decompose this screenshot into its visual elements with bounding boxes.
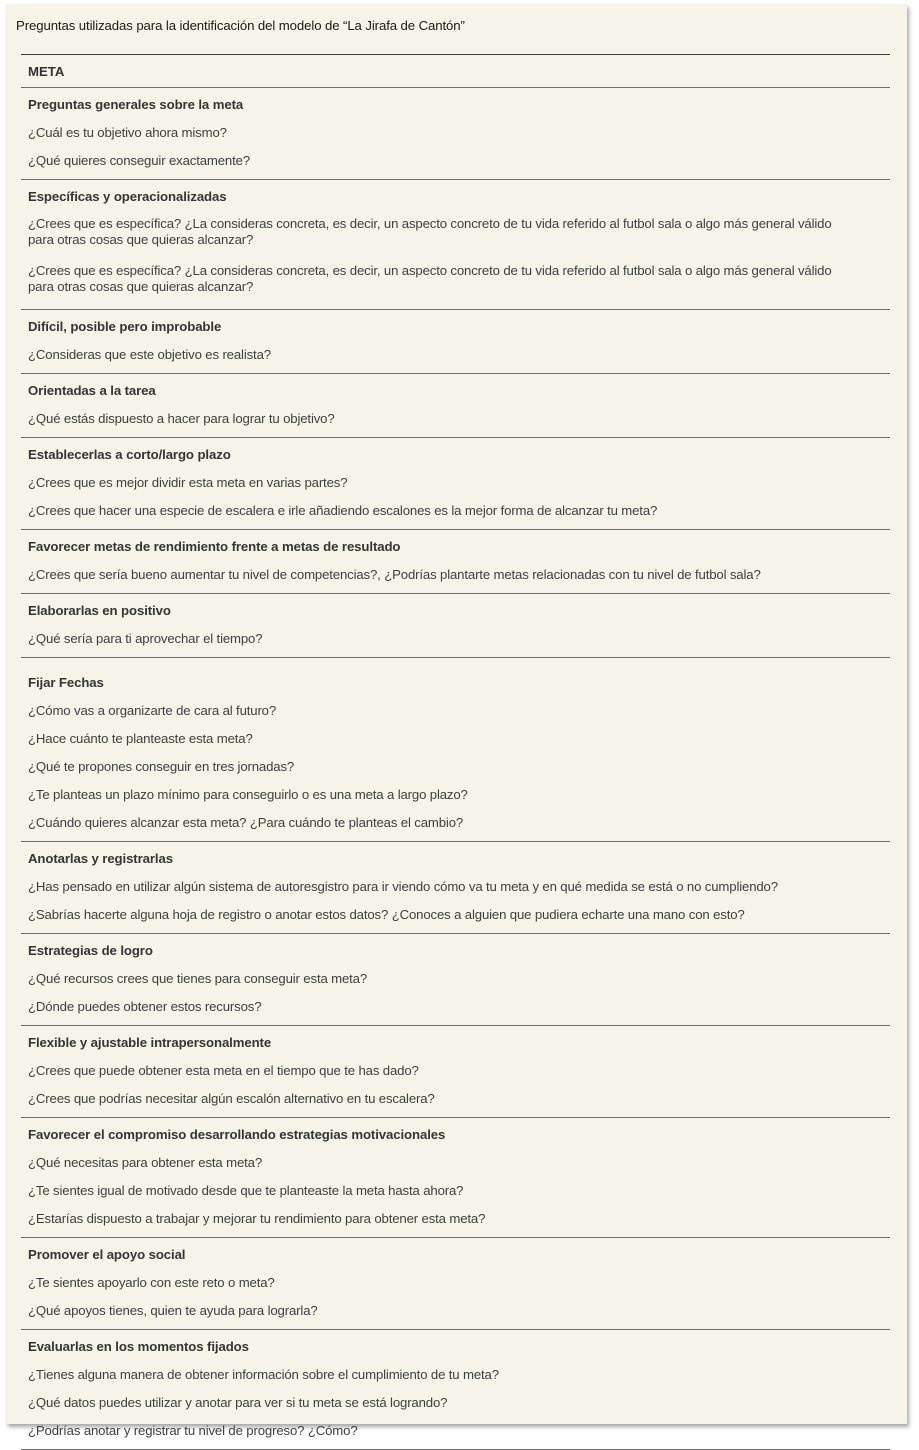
question-item: ¿Qué recursos crees que tienes para conseguir esta meta? <box>28 971 368 986</box>
section-label: Difícil, posible pero improbable <box>28 319 222 334</box>
table-section <box>21 310 890 374</box>
question-item: ¿Tienes alguna manera de obtener información sobre el cumplimiento de tu meta? <box>28 1367 499 1382</box>
section-label: Promover el apoyo social <box>28 1247 186 1262</box>
question-item: ¿Cuándo quieres alcanzar esta meta? ¿Para cuándo te planteas el cambio? <box>28 815 464 830</box>
section-label: Flexible y ajustable intrapersonalmente <box>28 1035 272 1050</box>
section-label: Favorecer metas de rendimiento frente a metas de resultado <box>28 539 401 554</box>
section-label: Establecerlas a corto/largo plazo <box>28 447 231 462</box>
question-item: ¿Te planteas un plazo mínimo para conseguirlo o es una meta a largo plazo? <box>28 787 468 802</box>
table-section <box>21 934 890 1026</box>
section-label: Elaborarlas en positivo <box>28 603 171 618</box>
question-item: ¿Podrías anotar y registrar tu nivel de progreso? ¿Cómo? <box>28 1423 358 1438</box>
question-item: ¿Qué sería para ti aprovechar el tiempo? <box>28 631 263 646</box>
section-label: Estrategias de logro <box>28 943 153 958</box>
question-item: ¿Hace cuánto te planteaste esta meta? <box>28 731 253 746</box>
question-item: ¿Te sientes apoyarlo con este reto o meta? <box>28 1275 275 1290</box>
section-label: Preguntas generales sobre la meta <box>28 97 244 112</box>
question-item: ¿Qué estás dispuesto a hacer para lograr tu objetivo? <box>28 411 335 426</box>
section-label: Orientadas a la tarea <box>28 383 156 398</box>
table-section <box>21 1238 890 1330</box>
table-section <box>21 530 890 594</box>
question-item: ¿Consideras que este objetivo es realista? <box>28 347 271 362</box>
question-item: ¿Qué te propones conseguir en tres jornadas? <box>28 759 295 774</box>
question-item: ¿Crees que sería bueno aumentar tu nivel de competencias?, ¿Podrías plantarte metas relacionadas con tu nivel de futbol sala? <box>28 567 761 582</box>
question-item: ¿Cómo vas a organizarte de cara al futuro? <box>28 703 277 718</box>
question-item: ¿Qué necesitas para obtener esta meta? <box>28 1155 263 1170</box>
section-label: Específicas y operacionalizadas <box>28 189 227 204</box>
question-item: ¿Crees que podrías necesitar algún escalón alternativo en tu escalera? <box>28 1091 435 1106</box>
question-item: ¿Qué datos puedes utilizar y anotar para ver si tu meta se está logrando? <box>28 1395 448 1410</box>
table-section <box>21 666 890 842</box>
question-item: ¿Cuál es tu objetivo ahora mismo? <box>28 125 227 140</box>
table-section <box>21 842 890 934</box>
question-item: ¿Dónde puedes obtener estos recursos? <box>28 999 262 1014</box>
section-label: Favorecer el compromiso desarrollando estrategias motivacionales <box>28 1127 446 1142</box>
section-label: Anotarlas y registrarlas <box>28 851 173 866</box>
table-section <box>21 374 890 438</box>
question-item: ¿Has pensado en utilizar algún sistema de autoresgistro para ir viendo cómo va tu meta y en qué medida se está o no cumpliendo? <box>28 879 778 894</box>
table-section <box>21 1330 890 1450</box>
table-section <box>21 1118 890 1238</box>
questions-table <box>21 54 890 1450</box>
table-section <box>21 88 890 180</box>
table-header: META <box>21 55 890 88</box>
section-label: Fijar Fechas <box>28 675 104 690</box>
table-section <box>21 438 890 530</box>
table-section <box>21 594 890 658</box>
question-item: ¿Qué apoyos tienes, quien te ayuda para lograrla? <box>28 1303 318 1318</box>
question-item: ¿Crees que es mejor dividir esta meta en varias partes? <box>28 475 348 490</box>
question-item: ¿Crees que es específica? ¿La consideras concreta, es decir, un aspecto concreto de tu vida referido al futbol sala o algo más general válido para otras cosas que quieras alcanzar? <box>28 263 832 294</box>
table-body <box>21 88 890 1450</box>
question-item: ¿Te sientes igual de motivado desde que te planteaste la meta hasta ahora? <box>28 1183 464 1198</box>
question-item: ¿Qué quieres conseguir exactamente? <box>28 153 250 168</box>
question-item: ¿Crees que puede obtener esta meta en el tiempo que te has dado? <box>28 1063 419 1078</box>
table-section <box>21 180 890 310</box>
question-item: ¿Estarías dispuesto a trabajar y mejorar tu rendimiento para obtener esta meta? <box>28 1211 486 1226</box>
section-label: Evaluarlas en los momentos fijados <box>28 1339 249 1354</box>
question-item: ¿Crees que hacer una especie de escalera e irle añadiendo escalones es la mejor forma de alcanzar tu meta? <box>28 503 658 518</box>
table-title: Preguntas utilizadas para la identificación del modelo de “La Jirafa de Cantón” <box>16 18 465 33</box>
question-item: ¿Crees que es específica? ¿La consideras concreta, es decir, un aspecto concreto de tu vida referido al futbol sala o algo más general válido para otras cosas que quieras alcanzar? <box>28 216 832 247</box>
document-page <box>6 4 907 1438</box>
question-item: ¿Sabrías hacerte alguna hoja de registro o anotar estos datos? ¿Conoces a alguien que pudiera echarte una mano con esto? <box>28 907 745 922</box>
table-section <box>21 1026 890 1118</box>
